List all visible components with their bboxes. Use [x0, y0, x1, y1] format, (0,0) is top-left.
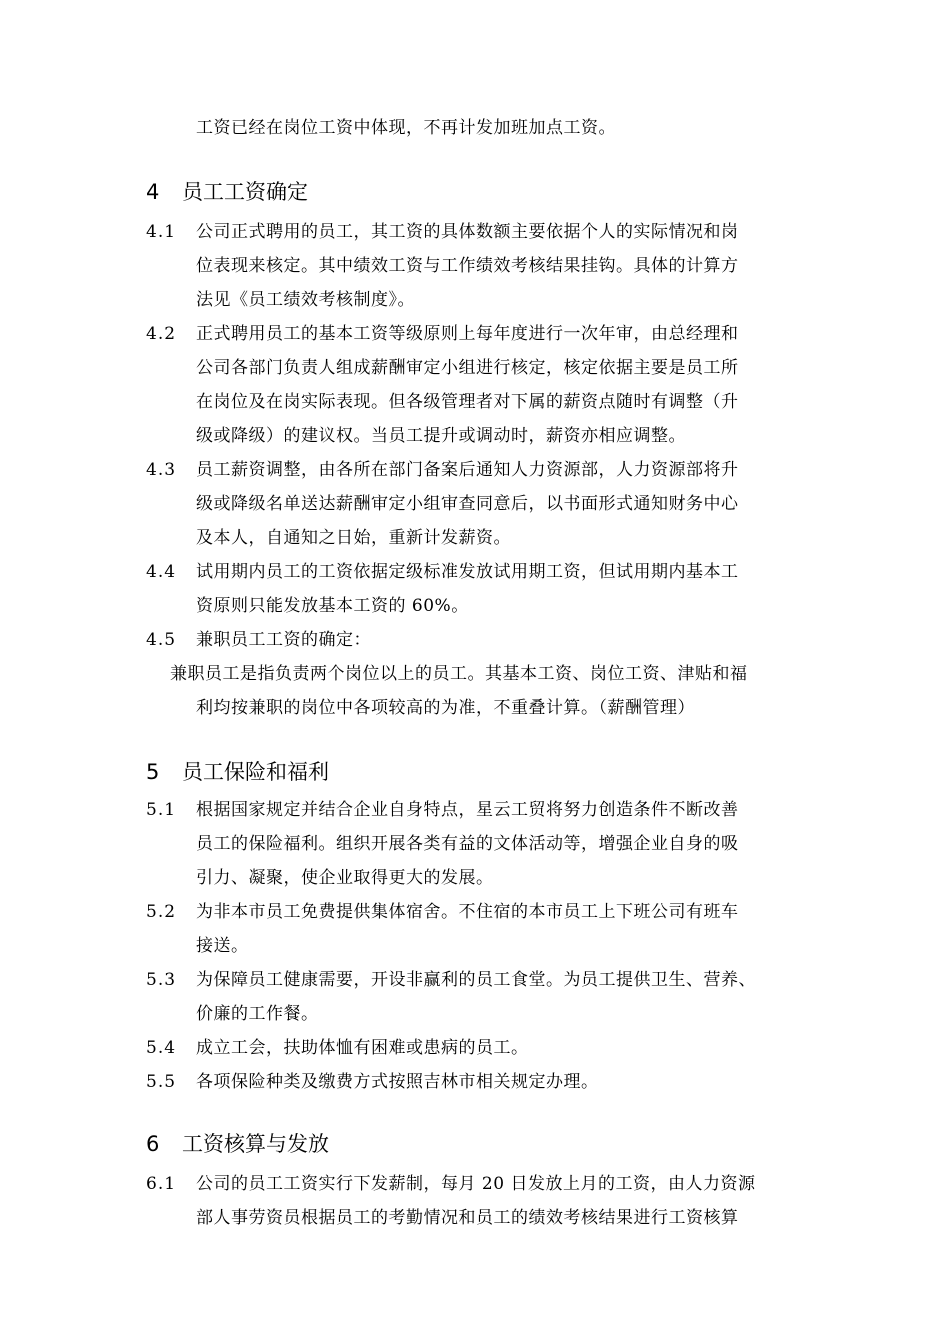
clause-number: 5.4 [146, 1038, 177, 1058]
clause-text-line: 部人事劳资员根据员工的考勤情况和员工的绩效考核结果进行工资核算 [196, 1208, 739, 1228]
section-number: 4 [146, 180, 160, 204]
clause-text-line: 级或降级）的建议权。当员工提升或调动时，薪资亦相应调整。 [196, 426, 686, 446]
clause-number: 5.5 [146, 1072, 177, 1092]
clause-text-line: 根据国家规定并结合企业自身特点，星云工贸将努力创造条件不断改善 [196, 800, 739, 820]
clause-text-line: 各项保险种类及缴费方式按照吉林市相关规定办理。 [196, 1072, 599, 1092]
clause-number: 6.1 [146, 1174, 177, 1194]
clause-number: 4.4 [146, 562, 177, 582]
clause-text-line: 引力、凝聚，使企业取得更大的发展。 [196, 868, 494, 888]
clause-text-line: 为保障员工健康需要，开设非赢利的员工食堂。为员工提供卫生、营养、 [196, 970, 756, 990]
clause-text-line: 员工薪资调整，由各所在部门备案后通知人力资源部，人力资源部将升 [196, 460, 739, 480]
section-5-heading [146, 760, 329, 784]
clause-text-line: 价廉的工作餐。 [196, 1004, 319, 1024]
clause-text-line: 法见《员工绩效考核制度》。 [196, 290, 415, 310]
section-title: 员工保险和福利 [182, 760, 329, 784]
clause-text-line: 成立工会，扶助体恤有困难或患病的员工。 [196, 1038, 529, 1058]
clause-number: 4.5 [146, 630, 177, 650]
clause-text-line: 公司各部门负责人组成薪酬审定小组进行核定，核定依据主要是员工所 [196, 358, 739, 378]
clause-text-line: 资原则只能发放基本工资的 60%。 [196, 596, 469, 616]
clause-text-line: 公司的员工工资实行下发薪制，每月 20 日发放上月的工资，由人力资源 [196, 1174, 756, 1194]
clause-number: 5.1 [146, 800, 177, 820]
clause-text-line: 试用期内员工的工资依据定级标准发放试用期工资，但试用期内基本工 [196, 562, 739, 582]
note-line: 兼职员工是指负责两个岗位以上的员工。其基本工资、岗位工资、津贴和福 [170, 664, 748, 684]
clause-text-line: 及本人，自通知之日始，重新计发薪资。 [196, 528, 511, 548]
clause-text-line: 公司正式聘用的员工，其工资的具体数额主要依据个人的实际情况和岗 [196, 222, 739, 242]
clause-number: 4.2 [146, 324, 177, 344]
clause-text-line: 接送。 [196, 936, 249, 956]
section-4-heading [146, 180, 308, 204]
clause-text-line: 位表现来核定。其中绩效工资与工作绩效考核结果挂钩。具体的计算方 [196, 256, 739, 276]
clause-text-line: 级或降级名单送达薪酬审定小组审查同意后，以书面形式通知财务中心 [196, 494, 739, 514]
clause-text-line: 兼职员工工资的确定： [196, 630, 371, 650]
note-line: 利均按兼职的岗位中各项较高的为准，不重叠计算。（薪酬管理） [196, 698, 695, 718]
intro-line: 工资已经在岗位工资中体现，不再计发加班加点工资。 [196, 118, 616, 138]
section-6-heading [146, 1132, 329, 1156]
section-title: 员工工资确定 [182, 180, 308, 204]
clause-number: 5.3 [146, 970, 177, 990]
clause-number: 4.3 [146, 460, 177, 480]
clause-number: 4.1 [146, 222, 177, 242]
clause-number: 5.2 [146, 902, 177, 922]
clause-text-line: 在岗位及在岗实际表现。但各级管理者对下属的薪资点随时有调整（升 [196, 392, 739, 412]
section-number: 6 [146, 1132, 160, 1156]
clause-text-line: 正式聘用员工的基本工资等级原则上每年度进行一次年审，由总经理和 [196, 324, 739, 344]
clause-text-line: 为非本市员工免费提供集体宿舍。不住宿的本市员工上下班公司有班车 [196, 902, 739, 922]
section-number: 5 [146, 760, 160, 784]
clause-text-line: 员工的保险福利。组织开展各类有益的文体活动等，增强企业自身的吸 [196, 834, 739, 854]
section-title: 工资核算与发放 [182, 1132, 329, 1156]
